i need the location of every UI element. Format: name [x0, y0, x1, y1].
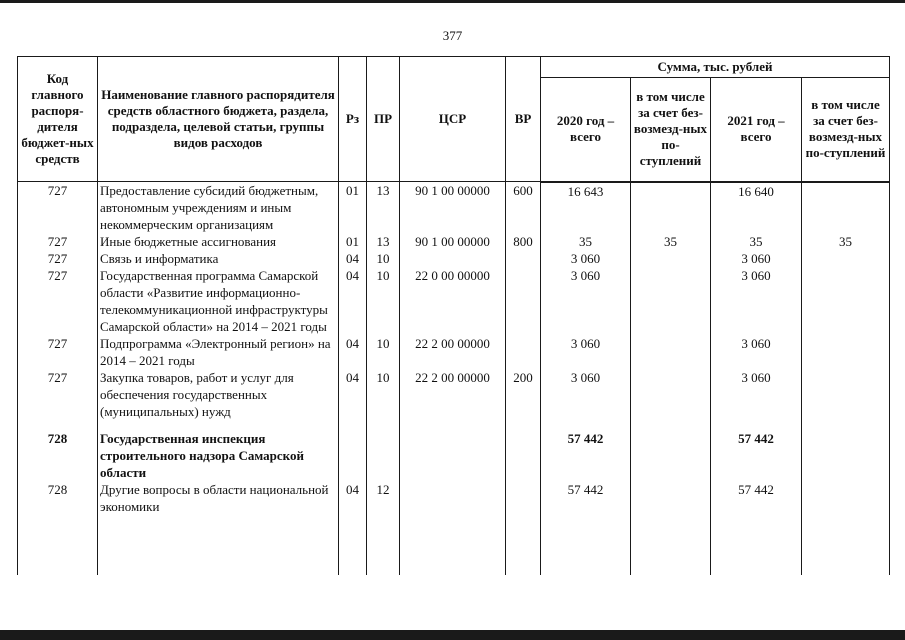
table-row — [18, 335, 890, 369]
cell-2020-total: 3 060 — [541, 335, 631, 369]
header-csr: ЦСР — [400, 57, 506, 182]
cell-2020-free — [631, 481, 711, 515]
header-code: Код главного распоря-дителя бюджет-ных средств — [18, 57, 98, 182]
cell-code: 727 — [18, 250, 98, 267]
cell-csr: 22 2 00 00000 — [400, 369, 506, 420]
cell-name: Государственная инспекция строительного надзора Самарской области — [98, 430, 339, 481]
table-row — [18, 481, 890, 515]
cell-csr — [400, 430, 506, 481]
cell-2020-total: 3 060 — [541, 250, 631, 267]
cell-2020-total: 35 — [541, 233, 631, 250]
table-row — [18, 369, 890, 420]
cell-2021-free — [802, 481, 890, 515]
bottom-rule — [0, 630, 905, 640]
table-row — [18, 250, 890, 267]
cell-pr: 12 — [367, 481, 400, 515]
cell-2021-free — [802, 267, 890, 335]
cell-2021-total: 35 — [711, 233, 802, 250]
cell-2020-total: 16 643 — [541, 182, 631, 234]
cell-code: 728 — [18, 481, 98, 515]
spacer-row — [18, 515, 890, 575]
cell-pr: 10 — [367, 335, 400, 369]
header-2020-total: 2020 год – всего — [541, 78, 631, 182]
cell-rz: 04 — [339, 267, 367, 335]
cell-2021-total: 57 442 — [711, 430, 802, 481]
cell-pr: 10 — [367, 250, 400, 267]
table-row — [18, 182, 890, 234]
cell-rz: 04 — [339, 250, 367, 267]
cell-vr: 200 — [506, 369, 541, 420]
cell-2021-free — [802, 250, 890, 267]
cell-name: Подпрограмма «Электронный регион» на 2014 – 2021 годы — [98, 335, 339, 369]
cell-name: Иные бюджетные ассигнования — [98, 233, 339, 250]
cell-csr — [400, 250, 506, 267]
cell-csr: 90 1 00 00000 — [400, 233, 506, 250]
table-row — [18, 233, 890, 250]
cell-2021-total: 3 060 — [711, 267, 802, 335]
cell-vr — [506, 481, 541, 515]
cell-2020-free — [631, 369, 711, 420]
cell-2020-free — [631, 335, 711, 369]
cell-pr: 10 — [367, 369, 400, 420]
cell-2020-free: 35 — [631, 233, 711, 250]
cell-2020-total: 57 442 — [541, 481, 631, 515]
cell-2020-free — [631, 267, 711, 335]
table-row — [18, 430, 890, 481]
cell-csr: 22 2 00 00000 — [400, 335, 506, 369]
cell-name: Предоставление субсидий бюджетным, автономным учреждениям и иным некоммерческим организациям — [98, 182, 339, 234]
cell-2020-free — [631, 250, 711, 267]
cell-rz: 04 — [339, 335, 367, 369]
budget-table — [17, 56, 890, 575]
header-rz: Рз — [339, 57, 367, 182]
cell-name: Связь и информатика — [98, 250, 339, 267]
header-2021-total: 2021 год – всего — [711, 78, 802, 182]
cell-2020-free — [631, 430, 711, 481]
cell-pr: 10 — [367, 267, 400, 335]
header-name: Наименование главного распорядителя средств областного бюджета, раздела, подраздела, целевой статьи, группы видов расходов — [98, 57, 339, 182]
cell-2020-total: 3 060 — [541, 267, 631, 335]
header-pr: ПР — [367, 57, 400, 182]
cell-pr: 13 — [367, 233, 400, 250]
cell-csr — [400, 481, 506, 515]
cell-2021-free — [802, 182, 890, 234]
cell-2020-total: 3 060 — [541, 369, 631, 420]
cell-2021-total: 3 060 — [711, 250, 802, 267]
cell-2021-total: 16 640 — [711, 182, 802, 234]
header-sum: Сумма, тыс. рублей — [541, 57, 890, 78]
cell-vr — [506, 335, 541, 369]
cell-vr — [506, 267, 541, 335]
cell-2021-total: 57 442 — [711, 481, 802, 515]
header-2020-free: в том числе за счет без-возмезд-ных по-ступлений — [631, 78, 711, 182]
cell-2021-total: 3 060 — [711, 335, 802, 369]
cell-pr — [367, 430, 400, 481]
cell-csr: 90 1 00 00000 — [400, 182, 506, 234]
cell-code: 728 — [18, 430, 98, 481]
cell-code: 727 — [18, 335, 98, 369]
cell-code: 727 — [18, 369, 98, 420]
cell-rz: 04 — [339, 481, 367, 515]
cell-vr — [506, 250, 541, 267]
cell-rz: 04 — [339, 369, 367, 420]
cell-vr: 800 — [506, 233, 541, 250]
cell-name: Государственная программа Самарской области «Развитие информационно-телекоммуникационной инфраструктуры Самарской области» на 2014 – 2021 годы — [98, 267, 339, 335]
cell-code: 727 — [18, 267, 98, 335]
cell-rz: 01 — [339, 233, 367, 250]
cell-code: 727 — [18, 182, 98, 234]
spacer-row — [18, 420, 890, 430]
cell-csr: 22 0 00 00000 — [400, 267, 506, 335]
cell-rz — [339, 430, 367, 481]
cell-name: Другие вопросы в области национальной экономики — [98, 481, 339, 515]
cell-2021-free — [802, 430, 890, 481]
cell-vr: 600 — [506, 182, 541, 234]
cell-code: 727 — [18, 233, 98, 250]
cell-rz: 01 — [339, 182, 367, 234]
page-number: 377 — [442, 28, 463, 43]
header-2021-free: в том числе за счет без-возмезд-ных по-ступлений — [802, 78, 890, 182]
table-row — [18, 267, 890, 335]
top-rule — [0, 0, 905, 3]
cell-name: Закупка товаров, работ и услуг для обеспечения государственных (муниципальных) нужд — [98, 369, 339, 420]
cell-vr — [506, 430, 541, 481]
cell-2020-total: 57 442 — [541, 430, 631, 481]
cell-2021-free — [802, 335, 890, 369]
cell-2020-free — [631, 182, 711, 234]
header-vr: ВР — [506, 57, 541, 182]
cell-pr: 13 — [367, 182, 400, 234]
cell-2021-free — [802, 369, 890, 420]
cell-2021-free: 35 — [802, 233, 890, 250]
cell-2021-total: 3 060 — [711, 369, 802, 420]
